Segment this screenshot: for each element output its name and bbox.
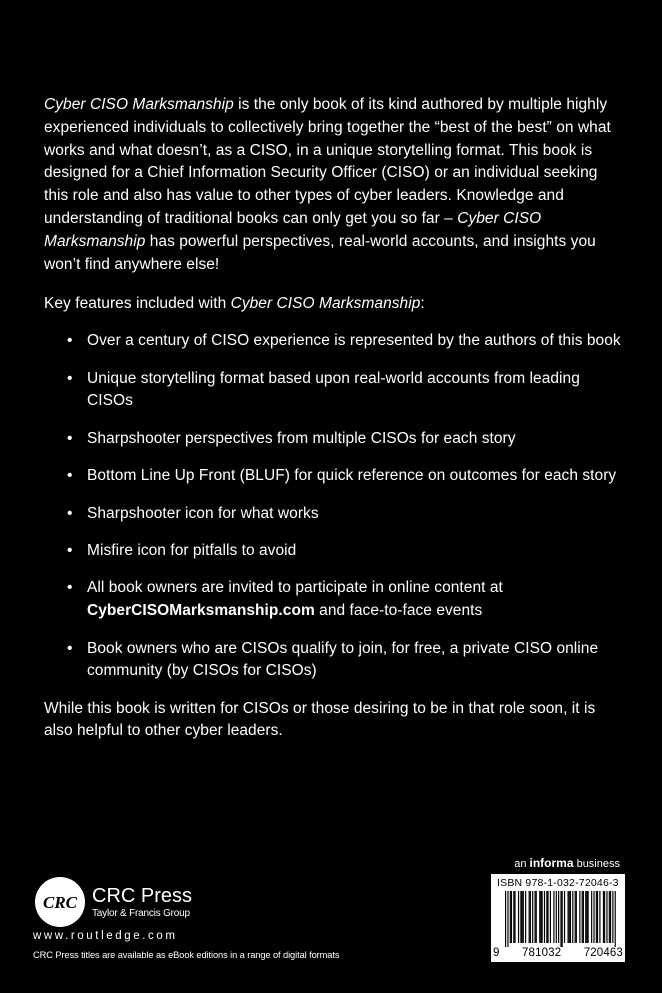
isbn-number: ISBN 978-1-032-72046-3 xyxy=(497,877,619,889)
list-item: • Unique storytelling format based upon real-world accounts from leading CISOs xyxy=(67,368,624,414)
list-item: • Book owners who are CISOs qualify to join, for free, a private CISO online community (by CISOs for CISOs) xyxy=(67,638,624,684)
publisher-group: Taylor & Francis Group xyxy=(92,908,190,919)
informa-brand: informa xyxy=(529,856,574,870)
book-title: Cyber CISO Marksmanship xyxy=(44,96,234,113)
book-title: Cyber CISO Marksmanship xyxy=(44,209,542,250)
barcode-bars xyxy=(505,891,617,947)
features-list xyxy=(44,330,624,683)
publisher-website: www.routledge.com xyxy=(33,930,178,942)
list-item: • All book owners are invited to participate in online content at CyberCISOMarksmanship.com and face-to-face events xyxy=(67,577,624,623)
barcode-digits: 9 781032 720463 xyxy=(493,947,623,959)
crc-logo-text: CRC xyxy=(42,893,78,912)
list-item: • Sharpshooter icon for what works xyxy=(67,503,624,526)
website-link: CyberCISOMarksmanship.com xyxy=(87,602,315,620)
ebook-note: CRC Press titles are available as eBook editions in a range of digital formats xyxy=(33,950,340,960)
crc-logo xyxy=(34,876,86,928)
intro-paragraph xyxy=(44,94,624,276)
list-item: • Sharpshooter perspectives from multiple CISOs for each story xyxy=(67,428,624,451)
closing-paragraph: While this book is written for CISOs or those desiring to be in that role soon, it is also helpful to other cyber leaders. xyxy=(44,699,596,740)
book-title: Cyber CISO Marksmanship xyxy=(230,295,421,313)
list-item: • Over a century of CISO experience is represented by the authors of this book xyxy=(67,330,624,353)
publisher-block xyxy=(92,885,192,920)
intro-text: is the only book of its kind authored by multiple highly experienced individuals to collectively bring together the “best of the best” on what works and what doesn’t, as a CISO, in a unique storytelling format. This book is designed for a Chief Information Security Officer (CISO) or an individual seeking this role and also has value to other types of cyber leaders. Knowledge and understanding of traditional books can only get you so far – xyxy=(44,96,611,227)
publisher-name: CRC Press xyxy=(92,885,193,907)
intro-text: has powerful perspectives, real-world accounts, and insights you won’t find anywhere else! xyxy=(44,232,596,273)
back-cover-text xyxy=(44,94,624,743)
list-item: • Misfire icon for pitfalls to avoid xyxy=(67,540,624,563)
list-item: • Bottom Line Up Front (BLUF) for quick reference on outcomes for each story xyxy=(67,465,624,488)
features-lead: Key features included with Cyber CISO Marksmanship: xyxy=(44,295,425,313)
informa-business-tagline: an informa business xyxy=(514,856,620,870)
isbn-barcode xyxy=(491,874,625,962)
